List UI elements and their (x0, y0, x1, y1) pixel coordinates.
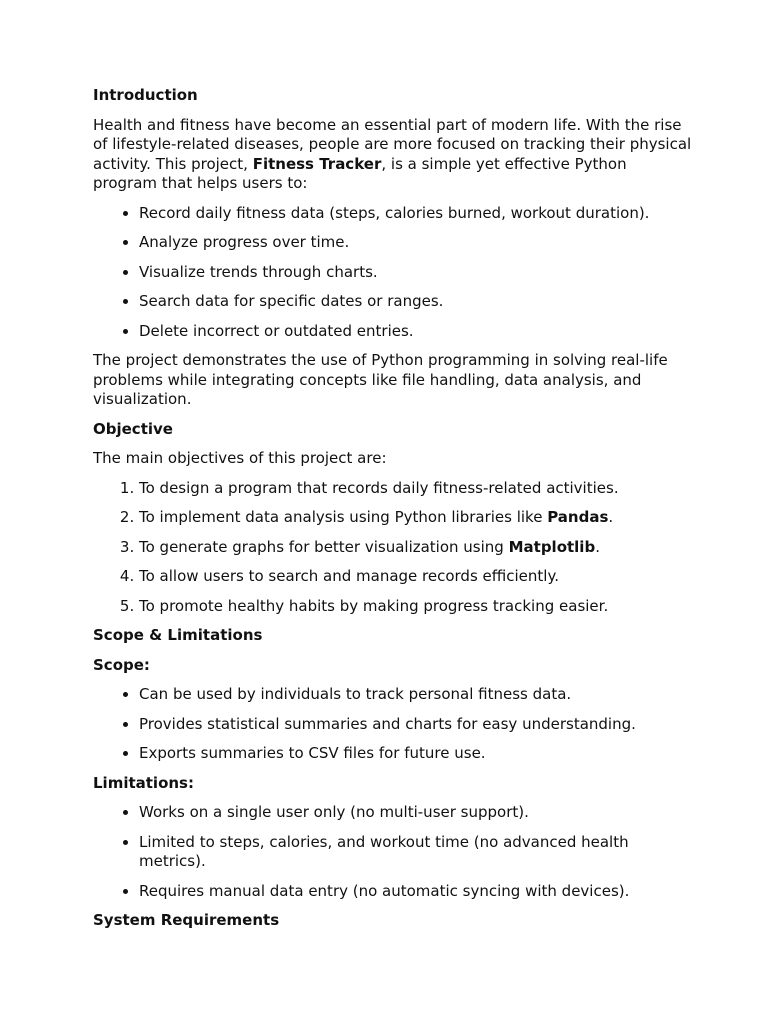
intro-text-before: Health and fitness have become an essential part of modern life. With the rise of lifestyle-related diseases, people are more focused on tracking their physical activity. This project, (93, 115, 692, 173)
item-bold: Matplotlib (508, 537, 596, 556)
list-item: • Visualize trends through charts. (139, 263, 693, 283)
item-text: To implement data analysis using Python libraries like (139, 508, 548, 526)
system-requirements-heading: System Requirements (93, 911, 280, 929)
list-item: • Limited to steps, calories, and workout time (no advanced health metrics). (139, 833, 693, 872)
project-name: Fitness Tracker (252, 154, 382, 173)
introduction-heading: Introduction (93, 86, 198, 104)
list-item: • Works on a single user only (no multi-user support). (139, 803, 693, 823)
list-item: • Can be used by individuals to track personal fitness data. (139, 685, 693, 705)
item-text: To design a program that records daily fitness-related activities. (139, 478, 619, 497)
intro-text-after: , is a simple yet effective Python program that helps users to: (93, 154, 627, 192)
list-item (139, 597, 693, 617)
introduction-summary: The project demonstrates the use of Python programming in solving real-life problems while integrating concepts like file handling, data analysis, and visualization. (93, 351, 668, 408)
list-item: • Requires manual data entry (no automatic syncing with devices). (139, 882, 693, 902)
item-text: To promote healthy habits by making progress tracking easier. (139, 596, 609, 615)
scope-label: Scope: (93, 655, 150, 674)
scope-limitations-heading: Scope & Limitations (93, 626, 263, 644)
list-item (139, 567, 693, 587)
list-item: • Record daily fitness data (steps, calories burned, workout duration). (139, 204, 693, 224)
objective-heading: Objective (93, 419, 173, 438)
scope-list (93, 685, 693, 764)
list-item (139, 479, 693, 499)
introduction-paragraph (93, 116, 693, 194)
list-item: • Exports summaries to CSV files for future use. (139, 744, 693, 764)
features-list (93, 204, 693, 342)
limitations-label: Limitations: (93, 773, 194, 792)
list-item: • Analyze progress over time. (139, 233, 693, 253)
list-item: • Delete incorrect or outdated entries. (139, 322, 693, 342)
item-bold: Pandas (547, 508, 609, 526)
list-item (139, 508, 693, 528)
list-item: • Search data for specific dates or ranges. (139, 292, 693, 312)
limitations-list (93, 803, 693, 901)
objective-intro: The main objectives of this project are: (93, 449, 387, 467)
item-text: To generate graphs for better visualization using (139, 537, 509, 556)
document-page (93, 86, 693, 941)
objectives-list (93, 479, 693, 617)
list-item (139, 538, 693, 558)
list-item: • Provides statistical summaries and charts for easy understanding. (139, 715, 693, 735)
item-text: To allow users to search and manage records efficiently. (139, 567, 559, 585)
item-text-after: . (608, 508, 614, 526)
item-text-after: . (595, 537, 600, 556)
